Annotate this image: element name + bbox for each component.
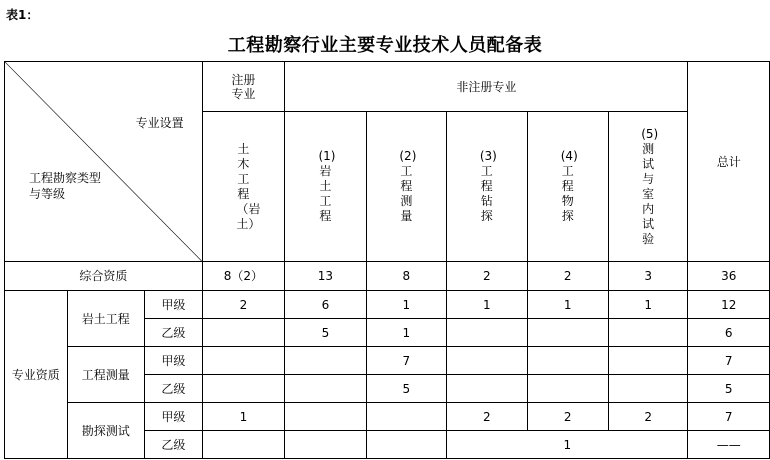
group-label: 工程测量	[67, 347, 144, 403]
cell: 6	[688, 319, 770, 347]
non-registered-header: 非注册专业	[285, 62, 688, 112]
col-header-geophysics: (4)工程物探	[527, 112, 608, 262]
cell: 1	[366, 291, 446, 319]
grade-label: 乙级	[145, 319, 203, 347]
cell: 2	[202, 291, 285, 319]
cell: 8（2）	[202, 262, 285, 291]
cell: 1	[366, 319, 446, 347]
cell	[527, 319, 608, 347]
cell: 1	[527, 291, 608, 319]
registered-header: 注册 专业	[202, 62, 285, 112]
col-header-drilling: (3)工程钻探	[447, 112, 527, 262]
cell: 7	[688, 403, 770, 431]
grade-label: 甲级	[145, 347, 203, 375]
cell	[527, 347, 608, 375]
cell	[608, 347, 687, 375]
total-header: 总计	[688, 62, 770, 262]
cell	[285, 375, 366, 403]
corner-top-label: 专业设置	[135, 116, 184, 130]
specialty-label: 专业资质	[5, 291, 68, 459]
comprehensive-label: 综合资质	[5, 262, 203, 291]
cell	[608, 319, 687, 347]
cell: 1	[202, 403, 285, 431]
cell: 2	[527, 403, 608, 431]
cell	[527, 375, 608, 403]
grade-label: 甲级	[145, 403, 203, 431]
cell	[608, 375, 687, 403]
table-row	[5, 291, 770, 319]
col-header-survey: (2)工程测量	[366, 112, 446, 262]
cell	[285, 403, 366, 431]
col-header-civil: 土木工程（岩土）	[202, 112, 285, 262]
cell	[447, 347, 527, 375]
col-header-geotech: (1)岩土工程	[285, 112, 366, 262]
table-row	[5, 262, 770, 291]
cell: 5	[285, 319, 366, 347]
cell: 8	[366, 262, 446, 291]
table-row	[5, 403, 770, 431]
cell: 2	[608, 403, 687, 431]
cell: 5	[688, 375, 770, 403]
group-label: 勘探测试	[67, 403, 144, 459]
cell	[202, 375, 285, 403]
cell: 3	[608, 262, 687, 291]
cell	[366, 431, 446, 459]
cell: 7	[688, 347, 770, 375]
cell: 6	[285, 291, 366, 319]
cell: 12	[688, 291, 770, 319]
cell: 1	[447, 291, 527, 319]
cell	[285, 431, 366, 459]
table-number-label: 表1：	[6, 8, 39, 22]
table-row	[5, 347, 770, 375]
corner-header-cell	[5, 62, 203, 262]
table-title: 工程勘察行业主要专业技术人员配备表	[227, 35, 543, 56]
cell: 5	[366, 375, 446, 403]
group-label: 岩土工程	[67, 291, 144, 347]
cell: 2	[447, 262, 527, 291]
cell: 2	[527, 262, 608, 291]
cell: ——	[688, 431, 770, 459]
cell	[202, 431, 285, 459]
corner-bottom-label: 工程勘察类型 与等级	[29, 171, 102, 201]
cell	[447, 319, 527, 347]
cell: 7	[366, 347, 446, 375]
diagonal-line	[5, 62, 202, 261]
cell: 2	[447, 403, 527, 431]
cell	[366, 403, 446, 431]
merged-cell: 1	[447, 431, 688, 459]
cell	[285, 347, 366, 375]
grade-label: 甲级	[145, 291, 203, 319]
cell: 36	[688, 262, 770, 291]
grade-label: 乙级	[145, 431, 203, 459]
cell: 1	[608, 291, 687, 319]
cell	[202, 319, 285, 347]
staffing-table	[4, 61, 770, 459]
cell	[447, 375, 527, 403]
cell	[202, 347, 285, 375]
col-header-testing: (5)测试与室内试验	[608, 112, 687, 262]
cell: 13	[285, 262, 366, 291]
grade-label: 乙级	[145, 375, 203, 403]
